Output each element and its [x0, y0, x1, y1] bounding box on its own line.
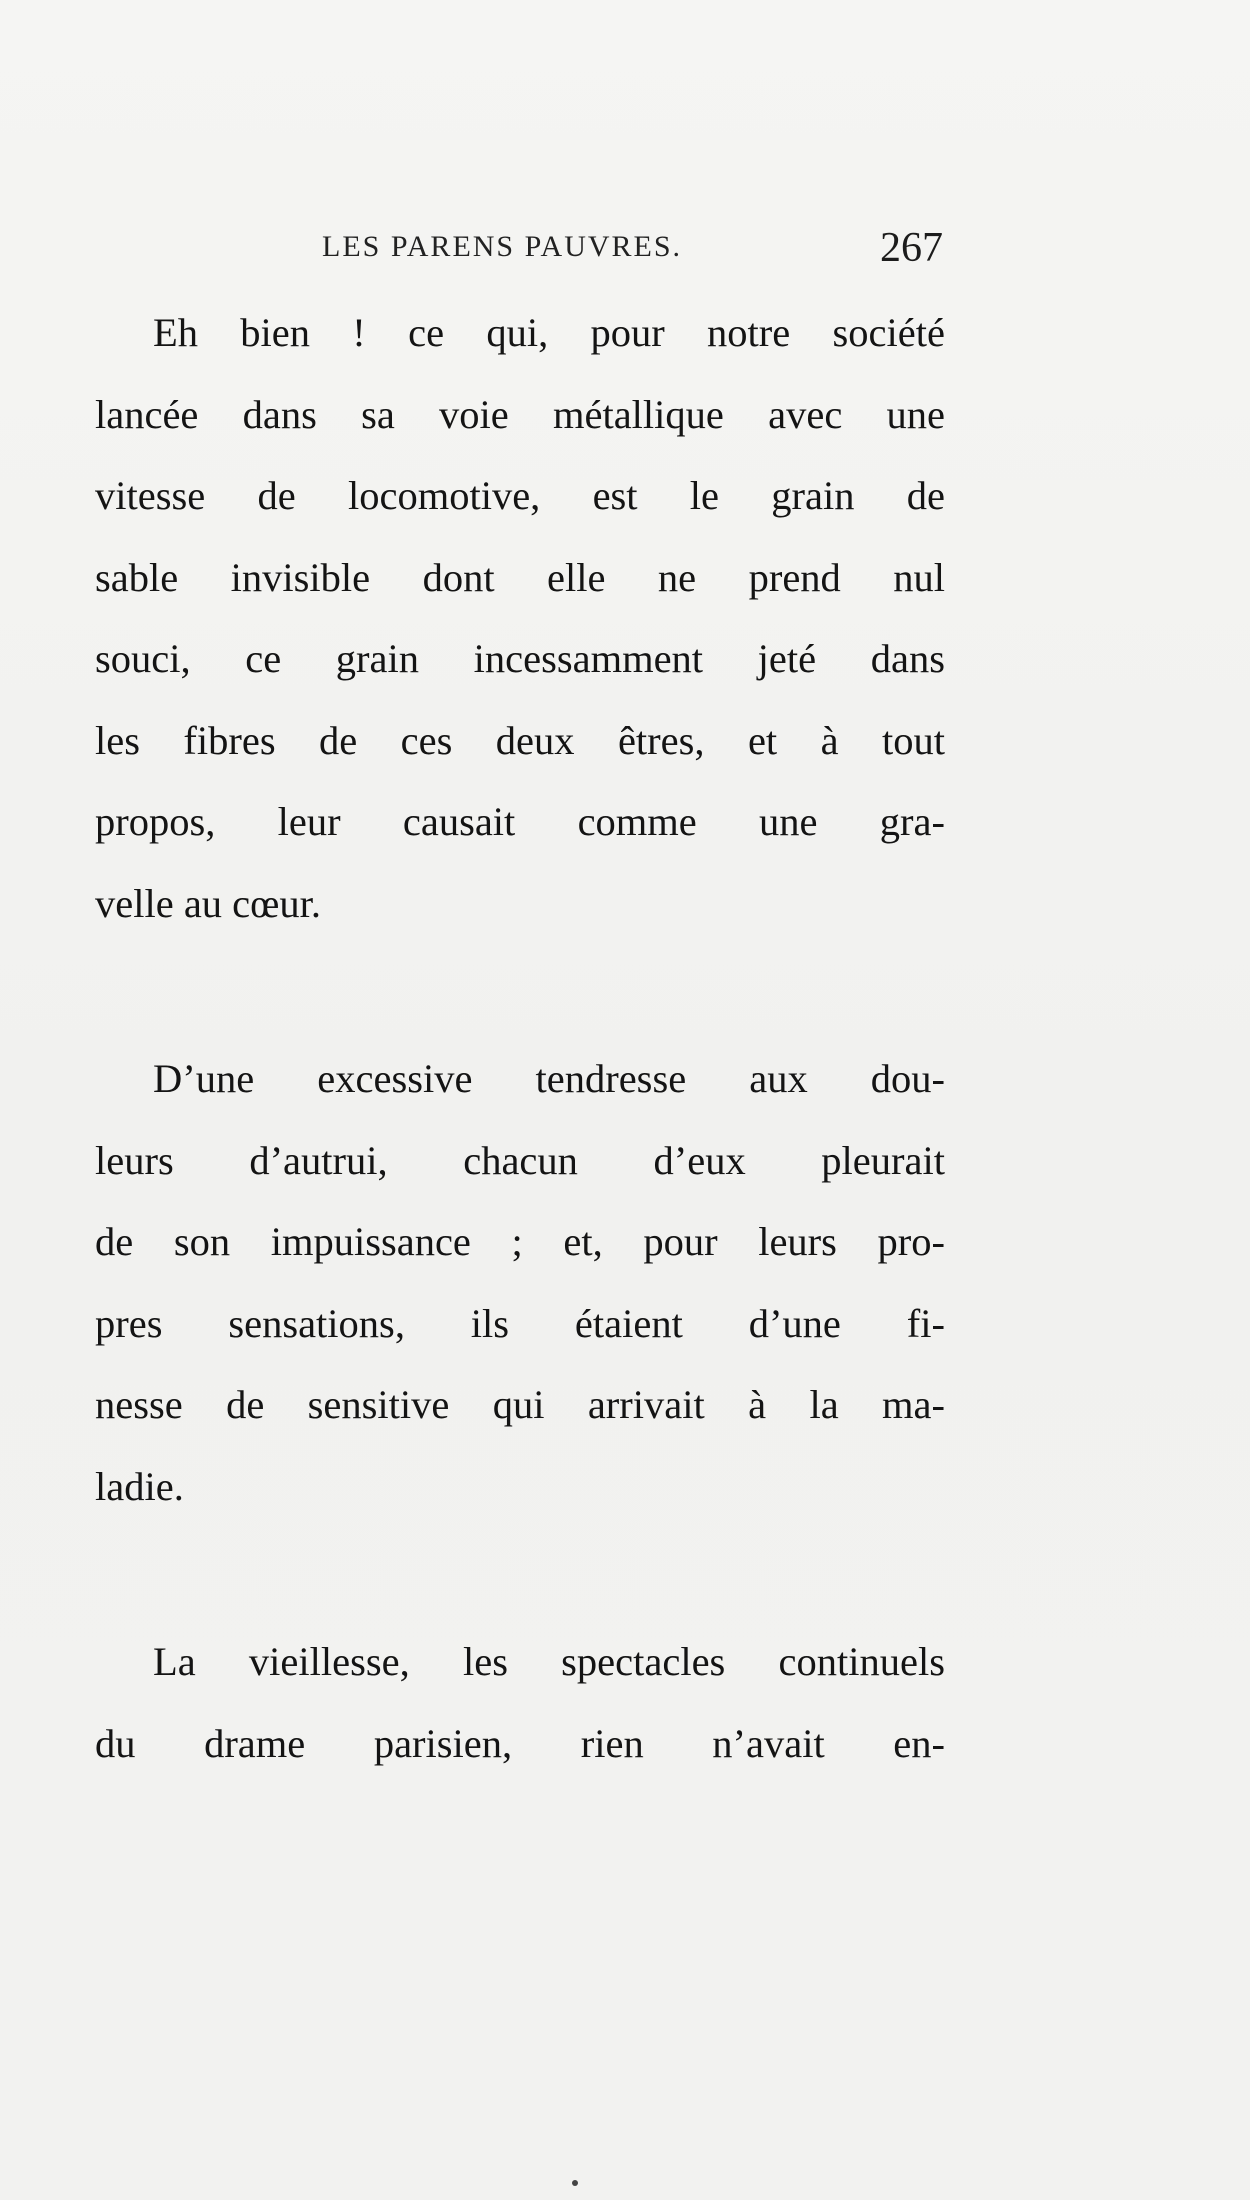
body-text [95, 292, 945, 1784]
paragraph-1 [95, 292, 945, 944]
text-line: ladie. [95, 1463, 184, 1509]
text-line: nesse de sensitive qui arrivait à la ma- [95, 1382, 945, 1427]
text-line: les fibres de ces deux êtres, et à tout [95, 717, 945, 763]
text-line: pres sensations, ils étaient d’une fi- [95, 1300, 945, 1346]
text-line: de son impuissance ; et, pour leurs pro- [95, 1219, 945, 1264]
text-line: Eh bien ! ce qui, pour notre société [153, 310, 945, 355]
running-title: LES PARENS PAUVRES. [322, 230, 683, 263]
paragraph-2 [95, 1038, 945, 1527]
text-line: La vieillesse, les spectacles continuels [153, 1639, 945, 1684]
page-header [95, 224, 943, 274]
text-line: vitesse de locomotive, est le grain de [95, 473, 945, 518]
text-line: propos, leur causait comme une gra- [95, 799, 945, 844]
text-line: souci, ce grain incessamment jeté dans [95, 636, 945, 681]
text-line: velle au cœur. [95, 880, 322, 926]
page-number: 267 [880, 225, 943, 271]
text-line: du drame parisien, rien n’avait en- [95, 1720, 945, 1766]
text-line: sable invisible dont elle ne prend nul [95, 554, 945, 600]
text-line: leurs d’autrui, chacun d’eux pleurait [95, 1137, 945, 1183]
printer-dot [572, 2180, 578, 2186]
paragraph-3 [95, 1621, 945, 1784]
text-line: lancée dans sa voie métallique avec une [95, 391, 945, 437]
text-line: D’une excessive tendresse aux dou- [153, 1056, 945, 1101]
